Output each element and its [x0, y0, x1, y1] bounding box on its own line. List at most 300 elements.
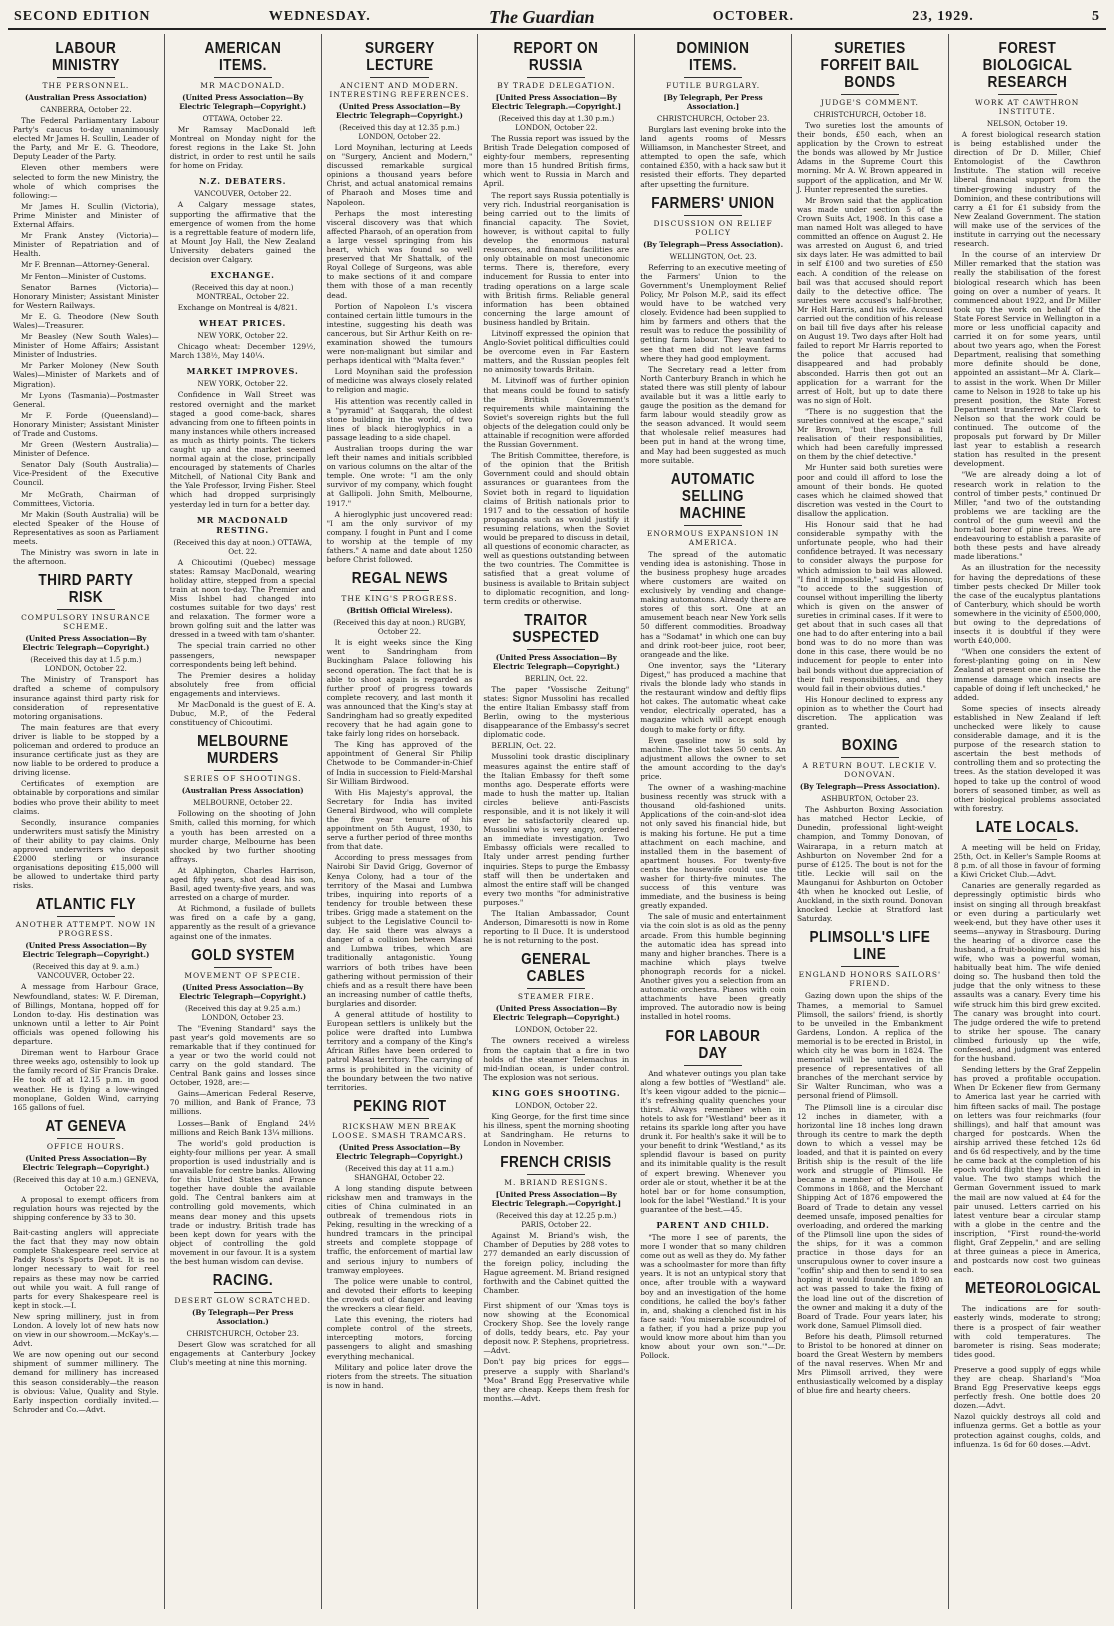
article: [327, 40, 473, 564]
news-column: [8, 34, 165, 1609]
paragraph: The spread of the automatic vending idea is astonishing. Those in the business prophesy huge arcades where customers are waited on exclusively by vending and change-making automatons. Already there are stores of this sort. One at an amusement beach near New York sells 50 different commodities. Broadway has a "Sodamat" in which one can buy and drink root-beer juice, root beer, orangeade and the like.: [640, 549, 786, 659]
headline-rule: [998, 94, 1057, 95]
article: [170, 270, 316, 312]
paragraph: At Alphington, Charles Harrison, aged fifty years, shot dead his son, Basil, aged twenty-five years, and was arrested on a charge of murder.: [169, 865, 316, 903]
dateline: VANCOUVER, October 22.: [194, 189, 292, 199]
headline-rule: [214, 1292, 272, 1293]
wire-credit: (United Press Association—By Electric Telegraph—Copyright.): [179, 982, 307, 1001]
dateline: (Received this day at noon.) RUGBY, October 22.: [333, 618, 466, 637]
article-subheading: COMPULSORY INSURANCE SCHEME.: [21, 613, 151, 632]
article-body: [797, 121, 943, 731]
article-body: [483, 1231, 629, 1295]
paragraph: A general attitude of hostility to European settlers is unlikely but the police were drafted into Lumbwa territory and a company of the King's African Rifles have been ordered to patrol Masai territory. The carrying of arms is prohibited in the vicinity of the boundary between the two native territories.: [326, 1009, 473, 1092]
date-label: 23, 1929.: [912, 9, 974, 24]
dateline: (Received this day at 1.30 p.m.) LONDON, October 22.: [498, 114, 615, 132]
article-headline: FOR LABOUR DAY: [665, 1027, 761, 1062]
paragraph: The Ashburton Boxing Association has matched Hector Leckie, of Dunedin, professional light-weight champion, and Tommy Donovan, of Wairarapa, in a return match at Ashburton on November 2nd for a purse of £125. The bout is not for the title. Leckie will sail on the Maunganui for Ashburton on October 4th when he knocked out Leslie, of Auckland, in the sixth round. Donovan knocked Leckie at Stratford last Saturday.: [796, 805, 943, 924]
article-headline: SURETIES FORFEIT BAIL BONDS: [820, 40, 920, 91]
paragraph: Mr Green (Western Australia)—Minister of Defence.: [13, 440, 159, 459]
paragraph: Gains—American Federal Reserve, 70 million, and Bank of France, 73 millions.: [169, 1089, 316, 1117]
article-body: [483, 1036, 629, 1081]
article-subheading: STEAMER FIRE.: [517, 992, 595, 1002]
article-body: [170, 342, 316, 360]
article-subheading: JUDGE'S COMMENT.: [820, 98, 919, 107]
news-column: [478, 34, 635, 1609]
article-subheading: DESERT GLOW SCRATCHED.: [174, 1296, 312, 1306]
article-headline: PARENT AND CHILD.: [656, 1220, 770, 1230]
paragraph: Mr James H. Scullin (Victoria), Prime Minister and Minister of External Affairs.: [13, 201, 159, 230]
dateline: (Received this day at 11 a.m.) SHANGHAI, October 22.: [345, 1163, 454, 1182]
article-headline: MELBOURNE MURDERS: [196, 733, 289, 768]
paragraph: Direman went to Harbour Grace three weeks ago, ostensibly to look up the family record of Sir Francis Drake. He took off at 12.15 p.m. in good weather. He is flying a low-winged monoplane, Golden Wind, carrying 165 gallons of fuel.: [13, 1048, 159, 1112]
paragraph: M. Litvinoff was of further opinion that means could be found to satisfy the British Government's requirements while maintaining the Soviet's sovereign rights but the full objects of the delegation could only be attainable if recognition were afforded the Russian Government.: [483, 376, 630, 450]
paragraph: The Secretary read a letter from North Canterbury Branch in which he stated there was still plenty of labour available but it was a little early to gauge the position as the demand for farm labour would steadily grow as the season advanced. It would seem that wholesale relief measures had been put in hand at the wrong time, and May had been suggested as much more suitable.: [640, 364, 786, 465]
article-headline: FRENCH CRISIS: [500, 1154, 612, 1172]
article-subheading: MOVEMENT OF SPECIE.: [184, 970, 302, 980]
advertisement: We are now opening out our second shipment of summer millinery. The demand for millinery has increased this season considerably—the reason is obvious: Value, Quality and Style. Early inspection cordially invited.—Schroder and Co.—Advt.: [13, 1350, 159, 1414]
wire-credit: (United Press Association—By Electric Telegraph—Copyright.): [22, 634, 150, 653]
article-subheading: M. BRIAND RESIGNS.: [504, 1178, 609, 1188]
advertisement: Bait-casting anglers will appreciate the fact that they may now obtain complete Shakespeare reel service at Paddy Ross's Sports Depot. It is no longer necessary to wait for reel repairs as these may now be carried out while you wait. A full range of parts for every Shakespeare reel is kept in stock.—I.: [13, 1228, 159, 1310]
article-headline: GENERAL CABLES: [521, 951, 592, 986]
headline-rule: [57, 916, 115, 917]
paragraph: A proposal to exempt officers from regulation hours was rejected by the shipping conference by 33 to 30.: [13, 1194, 159, 1222]
article-body: [13, 982, 159, 1111]
paragraph: Referring to an executive meeting of the Farmers' Union to the Government's Unemployment Relief Policy, Mr Polson M.P., said its effect would have to be watched very closely. Evidence had been supplied to him by farmers and others that the result was to reduce the possibility of getting farm labour. They wanted to see that men did not leave farms where they had good employment.: [640, 262, 786, 363]
wire-credit: (British Official Wireless).: [346, 606, 453, 616]
dateline: NEW YORK, October 22.: [197, 379, 288, 389]
article-headline: MARKET IMPROVES.: [186, 366, 299, 377]
wire-credit: [By Telegraph, Per Press Association.]: [663, 93, 763, 111]
paragraph: The British Committee, therefore, is of the opinion that the British Government could and should obtain assurances or guarantees from the Soviet both in regard to liquidation claims of British nationals prior to 1917 and to the cessation of hostile propaganda such as would justify it resuming relations, when the Soviet would be prepared to discuss in detail, all questions of economic character, as well as questions outstanding between the two countries. The Committee is satisfied that a great volume of business is available to Britain subject to diplomatic recognition, and long-term credits or otherwise.: [483, 451, 630, 606]
article-subheading: ENGLAND HONORS SAILORS' FRIEND.: [798, 970, 942, 989]
article: [483, 40, 629, 606]
paragraph: The police were unable to control, and devoted their efforts to keeping the crowds out of danger and leaving the wreckers a clear field.: [326, 1276, 473, 1314]
news-column: [949, 34, 1106, 1609]
paragraph: Mr Frank Anstey (Victoria)—Minister of Repatriation and of Health.: [13, 231, 159, 259]
paragraph: "We are already doing a lot of research work in relation to the control of timber pests," continued Dr Miller, "and two of the outstanding problems we are tackling are the control of the gum weevil and the horn-tail borer of pine trees. We are endeavouring to establish a parasite of both these pests and have already made liberations.": [953, 470, 1101, 562]
dateline: CHRISTCHURCH, October 23.: [656, 114, 770, 123]
article: [170, 366, 316, 508]
paragraph: A hieroglyphic just uncovered read: "I am the only survivor of my company. I fought in Punt and I come to worship at the temple of my fathers." A name and date about 1250 before Christ followed.: [326, 509, 473, 565]
headline-rule: [684, 1065, 742, 1066]
dateline: (Received this day at 10 a.m.) GENEVA, October 22.: [13, 1174, 159, 1193]
article: [327, 570, 473, 1092]
paragraph: Eleven other members were selected to form the new Ministry, the whole of which comprises the following:—: [13, 163, 159, 200]
paragraph: Two sureties lost the amounts of their bonds, £50 each, when an application by the Crown to estreat the bonds was allowed by Mr Justice Adams in the Supreme Court this morning. Mr A. W. Brown appeared in support of the application, and Mr W. J. Hunter represented the sureties.: [796, 121, 943, 194]
headline-rule: [214, 967, 272, 968]
wire-credit: [United Press Association—By Electric Telegraph.—Copyright.]: [491, 93, 621, 111]
article: [483, 1154, 629, 1295]
article: [170, 515, 316, 728]
headline-rule: [370, 1118, 428, 1119]
wire-credit: [United Press Association—By Electric Telegraph.—Copyright.]: [491, 1190, 621, 1209]
paragraph: Some species of insects already established in New Zealand if left unchecked were likely to cause considerable damage, and it is the purpose of the research station to ascertain the best methods of controlling them and so protecting the trees. As the station developed it was hoped to take up the control of wood borers of seasoned timber, as well as other biological problems associated with forestry.: [953, 703, 1101, 813]
dateline: NELSON, October 19.: [986, 119, 1068, 128]
article-body: [170, 390, 316, 508]
article: [954, 1280, 1101, 1359]
article-subheading: THE KING'S PROGRESS.: [341, 594, 458, 604]
article-body: [170, 1024, 316, 1266]
headline-rule: [684, 215, 742, 216]
paragraph: Australian troops during the war left their names and initials scribbled on various columns on the altar of the temple. One wrote: "I am the only survivor of my company, which fought at Gallipoli. John Smith, Melbourne, 1917.": [326, 444, 473, 508]
paragraph: Litvinoff expressed the opinion that Anglo-Soviet political difficulties could be overcome even in Far Eastern matters, and the Russian peoples felt no animosity towards Britain.: [483, 328, 630, 375]
article-body: [170, 303, 316, 312]
paragraph: At Richmond, a fusilade of bullets was fired on a cafe by a gang, apparently as the result of a grievance against one of the inmates.: [169, 904, 316, 941]
headline-rule: [57, 609, 115, 610]
article-subheading: ENORMOUS EXPANSION IN AMERICA.: [646, 528, 780, 547]
wire-credit: (United Press Association—By Electric Telegraph—Copyright.): [336, 1142, 463, 1161]
article-headline: LABOUR MINISTRY: [51, 40, 120, 74]
article-headline: PEKING RIOT: [352, 1097, 447, 1115]
article: [797, 40, 943, 731]
paragraph: Chicago wheat: December 129½, March 138½, May 140¼.: [169, 342, 316, 361]
article-headline: PLIMSOLL'S LIFE LINE: [809, 929, 931, 964]
article-body: [327, 1184, 473, 1390]
paragraph: Senator Daly (South Australia)—Vice-President of the Executive Council.: [13, 460, 159, 488]
article-body: [13, 1195, 159, 1222]
headline-rule: [998, 839, 1057, 840]
article-subheading: DISCUSSION ON RELIEF POLICY: [653, 218, 773, 237]
paragraph: A Calgary message states, supporting the affirmative that the emergence of women from the home is a regrettable feature of modern life, at Mount Joy Hall, the New Zealand University debaters gained the decision over Calgary.: [169, 200, 316, 265]
paragraph: Losses—Bank of England 24½ millions and Reich Bank 13¼ millions.: [169, 1118, 316, 1137]
article-subheading: A RETURN BOUT. LECKIE V. DONOVAN.: [802, 761, 938, 780]
month-label: OCTOBER.: [712, 9, 794, 24]
headline-rule: [684, 77, 742, 78]
paragraph: Lord Moynihan said the profession of medicine was always closely related to religion and magic.: [326, 367, 473, 395]
paragraph: A forest biological research station is being established under the direction of Dr D. Miller, Chief Entomologist of the Cawthron Institute. The station will receive liberal financial support from the timber-growing industry of the Dominion, and these contributions will carry a £1 for £1 subsidy from the New Zealand Government. The station will make use of the services of the institute in carrying out the necessary research.: [953, 130, 1101, 249]
paragraph: Mr Fenton—Minister of Customs.: [21, 271, 147, 281]
article: [13, 572, 159, 890]
article-headline: MR MACDONALD RESTING.: [196, 514, 289, 535]
wire-credit: (United Press Association—By Electric Telegraph—Copyright.): [492, 1004, 620, 1023]
headline-rule: [370, 77, 428, 78]
wire-credit: (United Press Association—By Electric Telegraph—Copyright.): [336, 102, 463, 120]
dateline: OTTAWA, October 22.: [202, 114, 283, 123]
paragraph: Before his death, Plimsoll returned to Bristol to be honored at dinner on board the Great Western by members of the naval reserves. When Mr and Mrs Plimsoll arrived, they were enthusiastically welcomed by a display of blue fire and hearty cheers.: [796, 1331, 943, 1396]
paragraph: BERLIN, Oct. 22.: [491, 741, 556, 751]
paragraph: Military and police later drove the rioters from the streets. The situation is now in hand.: [326, 1362, 473, 1390]
headline-rule: [214, 77, 272, 78]
paper-title: The Guardian: [488, 6, 595, 27]
paragraph: "When one considers the extent of forest-planting going on in New Zealand at present one can realise the immense damage which insects are capable of doing if left unchecked," he added.: [953, 647, 1101, 702]
paragraph: Mr Beasley (New South Wales)—Minister of Home Affairs; Assistant Minister of Industries.: [13, 332, 159, 360]
advertisement: Nazol quickly destroys all cold and influenza germs. Get a bottle as your protection against coughs, colds, and influenza. 1s 6d for 60 doses.—Advt.: [953, 1412, 1101, 1449]
article-headline: LATE LOCALS.: [975, 818, 1079, 836]
paragraph: The Premier desires a holiday absolutely free from official engagements and interviews.: [169, 670, 316, 698]
headline-rule: [684, 525, 742, 526]
paragraph: His attention was recently called in a "pyramid" at Saqqarah, the oldest stone building in the world, of two lines of black hieroglyphics in a passage leading to a side chapel.: [326, 396, 473, 442]
paragraph: A long standing dispute between rickshaw men and tramways in the cities of China culminated in an outbreak of tremendous riots in Peking, resulting in the wrecking of a hundred tramcars in the principal streets and complete stoppage of traffic, the enforcement of martial law and serious injury to numbers of tramway employees.: [326, 1183, 473, 1275]
article: [640, 40, 786, 189]
headline-rule: [527, 988, 585, 989]
paragraph: Desert Glow was scratched for all engagements at Canterbury Jockey Club's meeting at nine this morning.: [169, 1340, 316, 1368]
advertisement: First shipment of our 'Xmas toys is now showing at the Economical Crockery Shop. See the lovely range of dolls, teddy bears, etc. Pay your deposit now. P. Stephens, proprietress.—Advt.: [483, 1300, 630, 1356]
article-body: [483, 134, 629, 606]
paragraph: Mr Makin (South Australia) will be elected Speaker of the House of Representatives as soon as Parliament meets.: [13, 509, 159, 547]
paragraph: Mr Brown said that the application was made under section 5 of the Crown Suits Act, 1908. In this case a man named Holt was alleged to have committed an offence on August 2. He was arrested on August 6, and tried six days later. He was admitted to bail in self £100 and two sureties of £50 each. A condition of the release on bail was that accused should report daily to the detective office. The sureties were accused's half-brother, Mr Holt Harris, and his wife. Accused carried out the condition of his release on bail till five days after his release on August 19. Two days after Holt had failed to report Mr Harris reported to the police that accused had disappeared and had probably absconded. Harris then got out an application for a warrant for the arrest of Holt, but up to date there was no sign of Holt.: [796, 195, 943, 405]
article: [954, 819, 1101, 1274]
article-body: [640, 1233, 786, 1360]
article-headline: AT GENEVA: [45, 1117, 127, 1135]
article-headline: TRAITOR SUSPECTED: [512, 611, 600, 646]
paragraph: It is eight weeks since the King went to Sandringham from Buckingham Palace following his second operation. The fact that he is able to shoot again is regarded as further proof of progress towards complete recovery, and last month it was announced that the King's stay at Sandringham had so greatly expedited recovery that he had again gone to take fairly long rides on horseback.: [326, 638, 473, 739]
article-subheading: WORK AT CAWTHRON INSTITUTE.: [975, 98, 1080, 116]
dateline: CHRISTCHURCH, October 23.: [186, 1329, 299, 1339]
paragraph: Perhaps the most interesting visceral discovery was that which affected Pharaoh, of an operation from a large vessel springing from his heart, which was found so well preserved that Mr Shattalk, of the Royal College of Surgeons, was able to make sections of it and compare them with those of a man recently dead.: [326, 208, 473, 300]
paragraph: A Chicoutimi (Quebec) message states: Ramsay MacDonald, wearing holiday attire, stepped from a special train at noon to-day. The Premier and Miss Ishbel had changed into costumes suitable for two days' rest and relaxation. The former wore a brown golfing suit and the latter was dressed in a tweed with tam o'shanter.: [169, 557, 316, 640]
paragraph: Senator Barnes (Victoria)—Honorary Minister; Assistant Minister for Western Railways.: [13, 282, 159, 310]
article-headline: AMERICAN ITEMS.: [204, 40, 282, 74]
wire-credit: (By Telegraph—Press Association).: [799, 782, 940, 792]
article-subheading: FUTILE BURGLARY.: [666, 81, 761, 90]
article-headline: SURGERY LECTURE: [364, 40, 435, 74]
paragraph: Lord Moynihan, lecturing at Leeds on "Surgery, Ancient and Modern," discussed remarkable surgical opinions a thousand years before Christ, and actual anatomical remains of Pharaoh and Moses time and Napoleon.: [326, 143, 473, 207]
paragraph: Portion of Napoleon I.'s viscera contained certain little tumours in the intestine, suggesting his death was cancerous, but Sir Arthur Keith on re-examination showed the tumours were non-malignant but similar and perhaps identical with "Malta fever.": [326, 301, 473, 366]
paragraph: Against M. Briand's wish, the Chamber of Deputies by 288 votes to 277 demanded an early discussion of the foreign policy, including the Hague agreement. M. Briand resigned forthwith and the Cabinet quitted the Chamber.: [483, 1231, 630, 1295]
article: [797, 737, 943, 923]
article: [170, 40, 316, 170]
dateline: (Received this day at 9. a.m.) VANCOUVER, October 22.: [32, 962, 140, 981]
article-body: [170, 809, 316, 940]
wire-credit: (Australian Press Association): [181, 786, 304, 796]
wire-credit: (Australian Press Association): [24, 93, 147, 102]
dateline: MELBOURNE, October 22.: [192, 798, 293, 808]
article-headline: BOXING: [841, 737, 898, 755]
article-body: [640, 1069, 786, 1215]
edition-label: SECOND EDITION: [14, 9, 151, 24]
article-headline: FARMERS' UNION: [651, 194, 775, 212]
dateline: WELLINGTON, Oct. 23.: [669, 251, 757, 261]
dateline: NEW YORK, October 22.: [197, 331, 288, 341]
paragraph: The sale of music and entertainment via the coin slot is as old as the penny arcade. From this humble beginning the automatic idea has spread into many and higher branches. There is a machine which plays twelve phonograph records for a nickel. Another gives you a selection from an automatic orchestra. Pianos with coin attachments have been greatly improved. The autoradio now is being installed in hotel rooms.: [640, 912, 786, 1022]
article-body: [170, 1340, 316, 1367]
headline-rule: [841, 94, 899, 95]
dateline: (Received this day at 12.35 p.m.) LONDON, October 22.: [339, 123, 460, 141]
dateline: (Received this day at 9.25 a.m.) LONDON, October 23.: [184, 1003, 301, 1022]
paragraph: His Honour declined to express any opinion as to whether the Court had discretion. The application was granted.: [796, 694, 943, 732]
paragraph: The Russia report was issued by the British Trade Delegation composed of eighty-four members, representing more than 15 hundred British firms, which went to Russia in March and April.: [483, 134, 630, 189]
paragraph: Mr F. Brennan—Attorney-General.: [21, 260, 150, 270]
article: [170, 1272, 316, 1367]
paragraph: The report says Russia potentially is very rich. Industrial reorganisation is being carried out to the limits of financial capacity. The Soviet, however, is without capital to fully develop the enormous natural resources, and financial facilities are only obtainable on most uneconomic terms. There is, therefore, every inducement for Russia to enter into trading operations on a large scale with British firms. Reliable general information has been obtained concerning the large amount of business handled by Britain.: [483, 190, 630, 327]
paragraph: A meeting will be held on Friday, 25th, Oct. in Keller's Sample Rooms at 8 p.m. of all those in favour of forming a Kiwi Cricket Club.—Advt.: [953, 842, 1101, 880]
paragraph: His Honour said that he had considerable sympathy with the unfortunate people, who had their confidence betrayed. It was necessary to consider always the purpose for which admission to bail was allowed. "I find it impossible," said His Honour, "to accede to the suggestion of counsel without imperilling the liberty which is given on the answer of sureties in criminal cases. If it were to get about that in such cases all that one had to do after entering into a bail bond was to do no more than was done in this case, there would be no inducement for people to enter into bail bonds without due appreciation of their full responsibilities, and they would fail in their obvious duties.": [796, 520, 943, 693]
paragraph: Burglars last evening broke into the land agents rooms of Messrs Williamson, in Manchester Street, and attempted to open the safe, which contained £350, with a hack saw but it resisted their efforts. They departed after upsetting the furniture.: [640, 125, 786, 189]
headline-rule: [841, 757, 899, 758]
paragraph: Mr Hunter said both sureties were poor and could ill afford to lose the amount of their bonds. He quoted cases which he claimed showed that discretion was vested in the Court to disallow the application.: [796, 463, 943, 518]
headline-rule: [57, 1138, 115, 1139]
article-headline: N.Z. DEBATERS.: [198, 176, 287, 187]
article: [170, 176, 316, 264]
paragraph: Mr F. Forde (Queensland)—Honorary Minister; Assistant Minister of Trade and Customs.: [13, 410, 159, 438]
news-column: [792, 34, 949, 1609]
wire-credit: (By Telegraph—Per Press Association.): [191, 1308, 294, 1327]
headline-rule: [527, 649, 585, 650]
news-column: [165, 34, 322, 1609]
article-body: [640, 125, 786, 189]
dateline: (Received this day at 12.25 p.m.) PARIS, October 22.: [496, 1211, 617, 1230]
article: [13, 1118, 159, 1222]
paragraph: Mr E. G. Theodore (New South Wales)—Treasurer.: [13, 311, 159, 330]
headline-rule: [998, 1300, 1057, 1301]
article-body: [327, 143, 473, 564]
paragraph: Sending letters by the Graf Zeppelin has proved a profitable occupation. When Dr Eckener flew from Germany to America last year he carried with him fifteen sacks of mail. The postage on letters was four reichmarks (four shillings), and half that amount was charged for postcards. When the airship arrived these fetched 12s 6d and 6s 6d respectively, and by the time he came back at the completion of his epoch world flight they had trebled in value. The two stamps which the German Government issued to mark the mail are now valued at £4 for the pair unused. Letters carried on his latest venture bear a circular stamp with a globe in the centre and the inscription, "First round-the-world flight, Graf Zeppelin," and are selling at three guineas a piece in America, and postcards now cost two guineas each.: [953, 1065, 1101, 1275]
article-body: [170, 125, 316, 170]
article-subheading: ANOTHER ATTEMPT. NOW IN PROGRESS.: [15, 920, 157, 939]
paragraph: "The more I see of parents, the more I wonder that so many children come out as well as they do. My father was a schoolmaster for more than fifty years. It is not an untypical story that once, after trouble with a wayward boy and an investigation of the home conditions, he called the boy's father in, and, shaking a clenched fist in his face said: 'You miserable scoundrel of a father, if you had a prize pup you would know more about him than you know about your own son.'"—Dr. Pollock.: [640, 1233, 786, 1361]
wire-credit: (United Press Association—By Electric Telegraph—Copyright.): [22, 1153, 150, 1172]
advertisement: New spring millinery, just in from London. A lovely lot of new hats now on view in our showroom.—McKay's.—Advt.: [13, 1311, 159, 1349]
article: [483, 951, 629, 1081]
article-body: [640, 550, 786, 1022]
advertisement: Preserve a good supply of eggs while they are cheap. Sharland's "Moa Brand Egg Preservative keeps eggs perfectly fresh. One bottle does 20 dozen.—Advt.: [953, 1364, 1101, 1411]
paragraph: "There is no suggestion that the sureties connived at the escape," said Mr Brown, "but they had a full realisation of their responsibilities, which had been carefully impressed on them by the chief detective.": [796, 406, 943, 462]
newspaper-page: [8, 6, 1106, 1611]
article-subheading: ANCIENT AND MODERN. INTERESTING REFERENCES.: [329, 81, 470, 99]
dateline: (Received this day at 1.5 p.m.) LONDON, October 22.: [30, 655, 142, 674]
article: [170, 318, 316, 360]
paragraph: Late this evening, the rioters had complete control of the streets, intercepting motors, forcing passengers to alight and smashing everything mechanical.: [326, 1315, 473, 1361]
page-number: 5: [1091, 9, 1100, 24]
news-column: [322, 34, 479, 1609]
paragraph: The indications are for south-easterly winds, moderate to strong; there is a prospect of fair weather with cold temperatures. The barometer is rising. Seas moderate; tides good.: [953, 1304, 1101, 1359]
paragraph: A message from Harbour Grace, Newfoundland, states: W. F. Direman, of Billings, Montana, hopped off for London to-day. His destination was unknown until a letter to Air Point officials was opened following his departure.: [13, 982, 159, 1047]
article: [170, 947, 316, 1266]
article: [13, 896, 159, 1111]
dateline: CHRISTCHURCH, October 18.: [813, 110, 927, 119]
paragraph: Confidence in Wall Street was restored overnight and the market staged a good come-back, shares advancing from one to fifteen points in many instances while others increased as much as thirty points. The tickers caught up and the market seemed normal again at the close, principally encouraged by statements of Charles Mitchell, of National City Bank and the Yale Professor, Irving Fisher. Steel which had dropped surprisingly yesterday led in turn for a better day.: [169, 390, 316, 509]
paragraph: The owners received a wireless from the captain that a fire in two holds of the steamer Telemachus in mid-Indian ocean, is under control. The explosion was not serious.: [483, 1036, 630, 1082]
article-body: [797, 805, 943, 923]
article-body: [13, 116, 159, 566]
dateline: ASHBURTON, October 23.: [821, 794, 919, 804]
headline-rule: [527, 77, 585, 78]
paragraph: Mr Lyons (Tasmania)—Postmaster General.: [13, 390, 159, 409]
article-headline: ATLANTIC FLY: [35, 896, 137, 914]
article-headline: FOREST BIOLOGICAL RESEARCH: [982, 40, 1072, 91]
paragraph: Following on the shooting of John Smith, called this morning, for which a youth has been arrested on a murder charge, Melbourne has been shocked by two further shooting affrays.: [169, 809, 316, 864]
dateline: BERLIN, Oct. 22.: [524, 673, 588, 683]
article-headline: REPORT ON RUSSIA: [513, 40, 599, 74]
dateline: LONDON, October 22.: [515, 1025, 598, 1035]
paragraph: The "Evening Standard" says the past year's gold movements are so remarkable that if they continued for a year or two the world could not carry on the gold standard. The Central Bank gains and losses since October, 1928, are:—: [169, 1023, 316, 1088]
paragraph: Canaries are generally regarded as depressingly optimistic birds who insist on singing all through breakfast or even during a particularly wet week-end, but they have other uses it seems—anyway in Strasbourg. During the hearing of a divorce case the husband, a fruit-booking man, said his wife, who was a powerful woman, habitually beat him. The wife denied doing so. The husband then told the judge that the only witness to these assaults was a canary. Every time his wife struck him this bird grew excited. The canary was brought into court. The judge ordered the wife to pretend to strike her spouse. The canary climbed furiously up the wife, confessed, and judgment was entered for the husband.: [953, 881, 1101, 1064]
article: [797, 929, 943, 1395]
paragraph: As an illustration for the necessity for having the depredations of these timber pests checked Dr Miller took the case of the eucalyptus plantations of Canterbury, which should be worth somewhere in the vicinity of £500,000, but owing to the depredations of insects it is doubtful if they were worth £40,000.: [953, 563, 1101, 646]
columns-container: [8, 34, 1106, 1609]
paragraph: And whatever outings you plan take along a few bottles of "Westland" ale. It's keen vigour added to the picnic—it's refreshing quality quenches your thirst. Always remember when in hotels to ask for "Westland" beer as it retains its sparkle long after you have drunk it. For health's sake it will be to your benefit to drink "Westland," as its splendid flavour is based on purity and its inimitable quality is the result of expert brewing. Whenever you order ale or stout, whether it be at the hotel bar or for home consumption, look for the label "Westland." It is your guarantee of the best.—45.: [640, 1068, 786, 1214]
paragraph: The Ministry was sworn in late in the afternoon.: [13, 548, 159, 567]
article-headline: GOLD SYSTEM: [190, 946, 295, 964]
article: [170, 733, 316, 940]
article: [327, 1098, 473, 1390]
article-body: [170, 200, 316, 264]
article: [13, 40, 159, 566]
article-headline: EXCHANGE.: [210, 270, 275, 281]
paragraph: Mussolini took drastic disciplinary measures against the entire staff of the Italian Embassy for theft some months ago. Desperate efforts were made to hush the matter up. Italian circles believe anti-Fascists responsible, and it is not likely it will ever be satisfactorily cleared up. Mussolini who is very angry, ordered an immediate investigation. Two Embassy officials were recalled to Italy under arrest pending further inquiries. Steps to purge the Embassy staff will then be undertaken and almost the entire staff will be changed every two months "for administrative purposes.": [483, 752, 630, 907]
dateline: CANBERRA, October 22.: [40, 105, 132, 114]
paragraph: In the course of an interview Dr Miller remarked that the station was really the stabilisation of the forest biological research which has been going on over a number of years. It commenced about 1922, and Dr Miller took up the work on behalf of the State Forest Service in Wellington in a more or less unofficial capacity and carried it on for some years, until about two years ago, when the Forest Department, realising that something more definite should be done, appointed an assistant—Mr A. Clark—to assist in the work. When Dr Miller came to Nelson in 1928 to take up his present position, the State Forest Department transferred Mr Clark to Nelson so that the work could be continued. The outcome of the proposals put forward by Dr Miller last year to establish a research station has resulted in the present development.: [953, 250, 1101, 469]
article: [640, 471, 786, 1022]
paragraph: Gazing down upon the ships of the Thames, a memorial to Samuel Plimsoll, the sailors' friend, is shortly to be unveiled in the Embankment Gardens, London. A replica of the memorial is to be erected in Bristol, in which city he was born in 1824. The memorial will be unveiled in the presence of representatives of all branches of the merchant service by Sir Walter Runciman, who was a personal friend of Plimsoll.: [796, 991, 943, 1101]
wire-credit: (United Press Association—By Electric Telegraph—Copyright.): [179, 93, 307, 111]
article: [954, 40, 1101, 813]
paragraph: Secondly, insurance companies underwriters must satisfy the Ministry of their ability to pay claims. Only approved underwriters who deposit £2000 sterling or insurance organisations depositing £15,000 will be allowed to undertake third party risks.: [13, 817, 159, 891]
article-subheading: SERIES OF SHOOTINGS.: [183, 774, 302, 784]
paragraph: With His Majesty's approval, the Secretary for India has invited General Birdwood, who will complete the five year tenure of his appointment on 5th August, 1930, to serve a further period of three months from that date.: [326, 787, 473, 852]
headline-rule: [370, 590, 428, 591]
paragraph: Mr Ramsay MacDonald left Montreal on Monday night for the forest regions in the Lake St. John district, in order to rest until he sails for home on Friday.: [169, 125, 316, 171]
wire-credit: (United Press Association—By Electric Telegraph—Copyright.): [22, 941, 150, 960]
paragraph: The King has approved of the appointment of General Sir Philip Chetwode to be Commander-in-Chief of India in succession to Field-Marshal Sir William Birdwood.: [326, 740, 473, 786]
article-body: [483, 1112, 629, 1148]
article: [640, 1220, 786, 1360]
article-body: [797, 991, 943, 1395]
article: [640, 1028, 786, 1215]
paragraph: The world's gold production is eighty-four millions per year. A small proportion is used industrially and is unavailable for centre banks. Allowing for this United States and France together have double the available gold. The Central bankers aim at controlling gold movements, which means dear money and this upsets trade or industry. British trade has been kept down for years with the object of controlling the gold movement in our favour. It is a system the best human wisdom can devise.: [169, 1138, 316, 1266]
article-body: [327, 638, 473, 1092]
dateline: (Received this day at noon.) MONTREAL, October 22.: [191, 283, 294, 302]
paragraph: The Ministry of Transport has drafted a scheme of compulsory insurance against third party risk for consideration of representative motoring organisations.: [13, 675, 159, 721]
advertisement: Don't pay big prices for eggs—preserve a supply with Sharland's "Moa" Brand Egg Preservative while they are cheap. Keeps them fresh for months.—Advt.: [483, 1357, 630, 1403]
article-body: [483, 685, 629, 946]
weekday-label: WEDNESDAY.: [268, 9, 371, 24]
paragraph: The special train carried no other passengers, newspaper correspondents being left behind.: [169, 641, 316, 669]
paragraph: The owner of a washing-machine business recently was struck with a thousand old-fashioned units. Applications of the coin-and-slot idea not only saved his financial hide, but is making his fortune. He put a time attachment on each machine, and installed them in the basement of apartment houses. For twenty-five cents the housewife could use the washer for thirty-five minutes. The success of this venture was immediate, and the business is being greatly expanded.: [640, 783, 786, 911]
paragraph: The Plimsoll line is a circular disc 12 inches in diameter, with a horizontal line 18 inches long drawn through its centre to mark the depth down to which a vessel may be loaded, and that it is painted on every British ship is the result of the life work and struggle of Plimsoll. He became a member of the House of Commons in 1868, and the Merchant Shipping Act of 1876 empowered the Board of Trade to detain any vessel deemed unsafe, imposed penalties for overloading, and ordered the marking of the Plimsoll line upon the sides of the ships, for it was a common practice in those days for an unscrupulous owner to cover insure a "coffin" ship and then to send it to sea hoping it would founder. In 1890 an act was passed to take the fixing of the load line out of the discretion of the owner and making it a duty of the Board of Trade. Four years later, his work done, Samuel Plimsoll died.: [796, 1102, 943, 1330]
wire-credit: (United Press Association—By Electric Telegraph—Copyright.): [492, 652, 620, 671]
news-column: [635, 34, 792, 1609]
paragraph: Mr McGrath, Chairman of Committees, Victoria.: [13, 489, 159, 508]
article-body: [954, 130, 1101, 813]
article-subheading: THE PERSONNEL.: [42, 81, 130, 90]
paragraph: Even gasoline now is sold by machine. The slot takes 50 cents. An adjustment allows the owner to set the amount according to the day's price.: [640, 735, 786, 781]
paragraph: Certificates of exemption are obtainable by corporations and similar bodies who prove their ability to meet claims.: [13, 779, 159, 816]
dateline: LONDON, October 22.: [515, 1100, 598, 1110]
article-body: [954, 843, 1101, 1274]
article-headline: AUTOMATIC SELLING MACHINE: [671, 470, 756, 522]
paragraph: The Federal Parliamentary Labour Party's caucus to-day unanimously elected Mr James H. Scullin, Leader of the Party, and Mr E. G. Theodore, Deputy Leader of the Party.: [13, 116, 159, 162]
paragraph: The paper "Vossische Zeitung" states: Signor Mussolini has recalled the entire Italian Embassy staff from Berlin, owing to the mysterious disappearance of the Embassy's secret diplomatic code.: [483, 684, 630, 740]
paragraph: The main features are that every driver is liable to be stopped by a policeman and ordered to produce an insurance certificate just as they are now liable to be ordered to produce a driving license.: [13, 722, 159, 778]
paragraph: One inventor, says the "Literary Digest," has produced a machine that rivals the blonde lady who stands in the restaurant window and deftly flips hot cakes. The automatic wheat cake vendor, electrically operated, has a magazine which will accept enough dough to make forty or fifty.: [640, 660, 786, 734]
dateline: (Received this day at noon.) OTTAWA, Oct. 22.: [173, 537, 313, 556]
article-headline: THIRD PARTY RISK: [38, 572, 134, 607]
article-body: [640, 263, 786, 465]
paragraph: Exchange on Montreal is 4/821.: [177, 303, 298, 313]
article: [483, 1088, 629, 1148]
article-subheading: RICKSHAW MEN BREAK LOOSE. SMASH TRAMCARS.: [332, 1121, 467, 1140]
headline-rule: [527, 1174, 585, 1175]
paragraph: Mr Parker Moloney (New South Wales)—Minister of Markets and of Migration).: [13, 361, 159, 389]
masthead: [8, 6, 1106, 30]
paragraph: Mr MacDonald is the guest of E. A. Dubuc, M.P., of the Federal constituency of Chicoutimi.: [169, 700, 316, 728]
headline-rule: [57, 77, 115, 78]
article-headline: RACING.: [212, 1272, 273, 1290]
article-headline: REGAL NEWS: [351, 570, 448, 588]
wire-credit: (By Telegraph—Press Association).: [643, 239, 784, 249]
paragraph: According to press messages from Nairobi Sir David Grigg, Governor of Kenya Colony, had a tour of the territory of the Masai and Lumbwa tribes, inquiring into reports of a tendency for trouble between these tribes. Grigg made a statement on the subject to the Legislative Council to-day. He said there was always a danger of a collision between Masai and Lumbwa tribes, which are traditionally antagonistic. Young warriors of both tribes have been gathering without permission of their chiefs and as a result there have been an increasing number of cattle thefts, burglaries and disorder.: [326, 853, 473, 1008]
article-subheading: BY TRADE DELEGATION.: [497, 81, 616, 90]
headline-rule: [841, 966, 899, 967]
article-subheading: MR MACDONALD.: [200, 81, 286, 90]
headline-rule: [214, 770, 272, 771]
article: [640, 195, 786, 465]
article-headline: KING GOES SHOOTING.: [491, 1087, 621, 1098]
article-subheading: OFFICE HOURS.: [46, 1141, 125, 1151]
paragraph: King George, for the first time since his illness, spent the morning shooting at Sandringham. He returns to London in November.: [483, 1111, 630, 1149]
